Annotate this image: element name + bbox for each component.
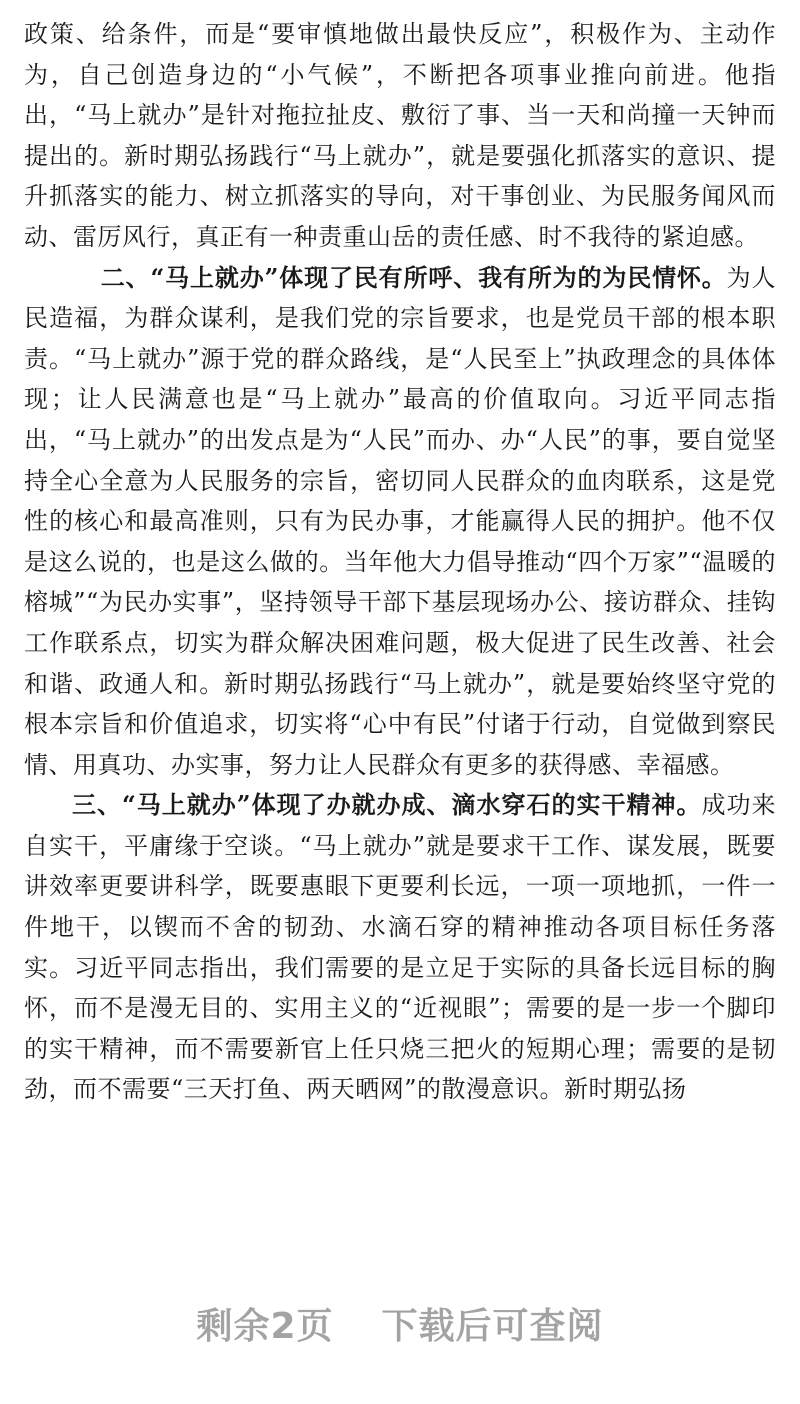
paragraph-1: [24, 14, 776, 258]
paragraph-3-text: 成功来自实干，平庸缘于空谈。“马上就办”就是要求干工作、谋发展，既要讲效率更要讲科学，既要惠眼下更要利长远，一项一项地抓，一件一件地干，以锲而不舍的韧劲、水滴石穿的精神推动各项目标任务落实。习近平同志指出，我们需要的是立足于实际的具备长远目标的胸怀，而不是漫无目的、实用主义的“近视眼”；需要的是一步一个脚印的实干精神，而不需要新官上任只烧三把火的短期心理；需要的是韧劲，而不需要“三天打鱼、两天晒网”的散漫意识。新时期弘扬: [24, 791, 777, 1104]
download-to-view-label: 下载后可查阅: [381, 1306, 604, 1347]
paragraph-2-heading: 二、“马上就办”体现了民有所呼、我有所为的为民情怀。: [100, 262, 727, 292]
paragraph-3: [24, 785, 776, 1110]
document-body: [24, 14, 776, 1110]
paragraph-2: [24, 258, 776, 786]
remaining-pages-notice[interactable]: [0, 1298, 800, 1349]
paragraph-1-text: 政策、给条件，而是“要审慎地做出最快反应”，积极作为、主动作为，自己创造身边的“小气候”，不断把各项事业推向前进。他指出，“马上就办”是针对拖拉扯皮、敷衍了事、当一天和尚撞一天钟而提出的。新时期弘扬践行“马上就办”，就是要强化抓落实的意识、提升抓落实的能力、树立抓落实的导向，对干事创业、为民服务闻风而动、雷厉风行，真正有一种责重山岳的责任感、时不我待的紧迫感。: [24, 20, 776, 251]
paragraph-2-text: 为人民造福，为群众谋利，是我们党的宗旨要求，也是党员干部的根本职责。“马上就办”源于党的群众路线，是“人民至上”执政理念的具体体现；让人民满意也是“马上就办”最高的价值取向。习近平同志指出，“马上就办”的出发点是为“人民”而办、办“人民”的事，要自觉坚持全心全意为人民服务的宗旨，密切同人民群众的血肉联系，这是党性的核心和最高准则，只有为民办事，才能赢得人民的拥护。他不仅是这么说的，也是这么做的。当年他大力倡导推动“四个万家”“温暖的榕城”“为民办实事”，坚持领导干部下基层现场办公、接访群众、挂钩工作联系点，切实为群众解决困难问题，极大促进了民生改善、社会和谐、政通人和。新时期弘扬践行“马上就办”，就是要始终坚守党的根本宗旨和价值追求，切实将“心中有民”付诸于行动，自觉做到察民情、用真功、办实事，努力让人民群众有更多的获得感、幸福感。: [24, 263, 777, 779]
paragraph-3-heading: 三、“马上就办”体现了办就办成、滴水穿石的实干精神。: [72, 790, 702, 820]
remaining-pages-label: 剩余2页: [196, 1306, 334, 1347]
